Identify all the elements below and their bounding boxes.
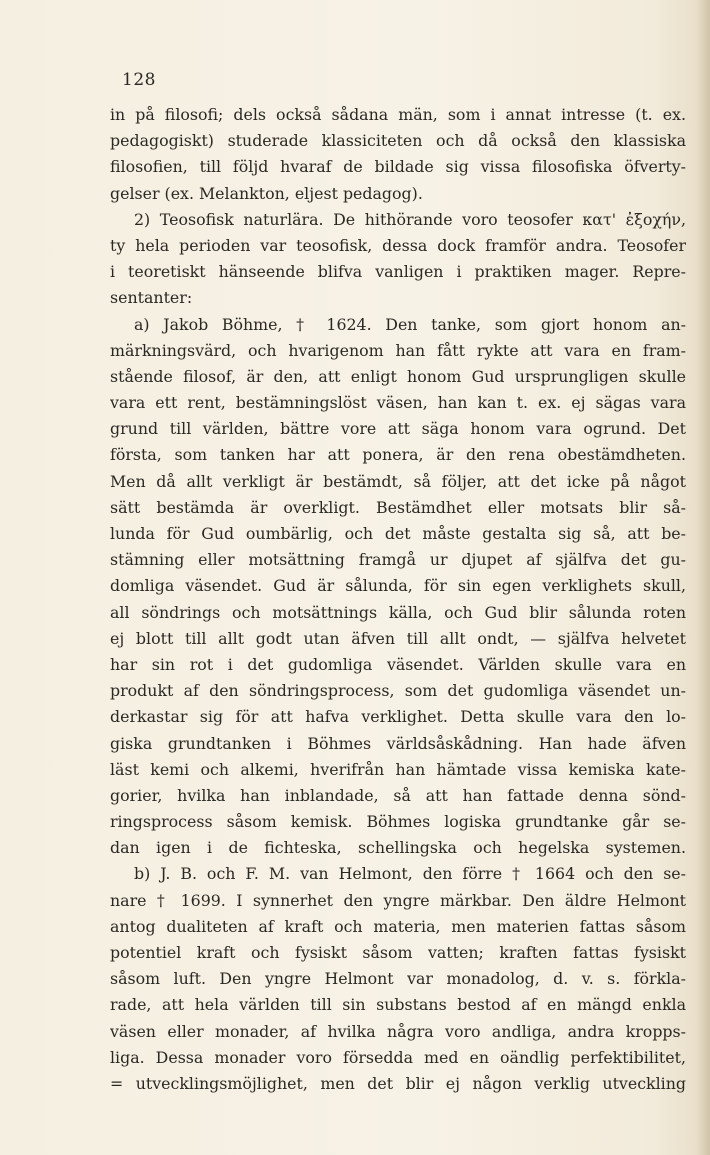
text-line: nare † 1699. I synnerhet den yngre märkbar. Den äldre Helmont	[110, 890, 686, 910]
text-line: sätt bestämda är overkligt. Bestämdhet eller motsats blir så-	[110, 497, 686, 517]
text-line: = utvecklingsmöjlighet, men det blir ej någon verklig utveckling	[110, 1073, 686, 1093]
text-line: antog dualiteten af kraft och materia, men materien fattas såsom	[110, 916, 686, 936]
text-line: dan igen i de fichteska, schellingska och hegelska systemen.	[110, 838, 686, 858]
text-line: första, som tanken har att ponera, är den rena obestämdheten.	[110, 445, 686, 465]
text-line: märkningsvärd, och hvarigenom han fått rykte att vara en fram-	[110, 340, 686, 360]
text-line: derkastar sig för att hafva verklighet. Detta skulle vara den lo-	[110, 707, 686, 727]
text-line: lunda för Gud oumbärlig, och det måste gestalta sig så, att be-	[110, 524, 686, 543]
text-line: all söndrings och motsättnings källa, och Gud blir sålunda roten	[110, 602, 686, 622]
page-edge-shadow	[696, 0, 710, 1155]
text-line: liga. Dessa monader voro försedda med en oändlig perfektibilitet,	[110, 1047, 686, 1067]
body-text	[110, 102, 686, 1097]
text-line: sentanter:	[110, 288, 193, 308]
page-number: 128	[122, 70, 156, 90]
text-line: a) Jakob Böhme, † 1624. Den tanke, som gjort honom an-	[134, 314, 686, 334]
text-line: gorier, hvilka han inblandade, så att han fattade denna sönd-	[110, 785, 686, 805]
text-line: vara ett rent, bestämningslöst väsen, han kan t. ex. ej sägas vara	[110, 393, 686, 413]
text-line: giska grundtanken i Böhmes världsåskådning. Han hade äfven	[110, 733, 686, 753]
text-line: ringsprocess såsom kemisk. Böhmes logiska grundtanke går se-	[110, 812, 686, 832]
text-line: rade, att hela världen till sin substans bestod af en mängd enkla	[110, 995, 686, 1015]
text-line: produkt af den söndringsprocess, som det gudomliga väsendet un-	[110, 681, 686, 701]
text-line: domliga väsendet. Gud är sålunda, för sin egen verklighets skull,	[110, 576, 686, 596]
text-line: stående filosof, är den, att enligt honom Gud ursprungligen skulle	[110, 366, 686, 386]
text-line: pedagogiskt) studerade klassiciteten och då också den klassiska	[110, 131, 686, 151]
text-line: stämning eller motsättning framgå ur djupet af själfva det gu-	[110, 550, 686, 570]
text-line: 2) Teosofisk naturlära. De hithörande voro teosofer κατ' ἐξοχήν,	[134, 209, 686, 229]
text-line: ty hela perioden var teosofisk, dessa dock framför andra. Teosofer	[110, 235, 686, 255]
text-line: i teoretiskt hänseende blifva vanligen i praktiken mager. Repre-	[110, 262, 686, 282]
text-line: Men då allt verkligt är bestämdt, så följer, att det icke på något	[110, 471, 686, 491]
text-line: grund till världen, bättre vore att säga honom vara ogrund. Det	[110, 419, 686, 439]
text-line: ej blott till allt godt utan äfven till allt ondt, — själfva helvetet	[110, 628, 686, 648]
text-line: har sin rot i det gudomliga väsendet. Världen skulle vara en	[110, 654, 686, 674]
text-line: såsom luft. Den yngre Helmont var monadolog, d. v. s. förkla-	[110, 969, 686, 989]
text-line: potentiel kraft och fysiskt såsom vatten; kraften fattas fysiskt	[110, 943, 686, 962]
text-line: in på filosofi; dels också sådana män, som i annat intresse (t. ex.	[110, 105, 686, 124]
text-line: filosofien, till följd hvaraf de bildade sig vissa filosofiska öfverty-	[110, 157, 686, 177]
text-line: gelser (ex. Melankton, eljest pedagog).	[110, 183, 423, 203]
text-line: väsen eller monader, af hvilka några voro andliga, andra kropps-	[110, 1021, 686, 1041]
text-line: b) J. B. och F. M. van Helmont, den förre † 1664 och den se-	[134, 864, 686, 884]
text-line: läst kemi och alkemi, hverifrån han hämtade vissa kemiska kate-	[110, 759, 686, 779]
